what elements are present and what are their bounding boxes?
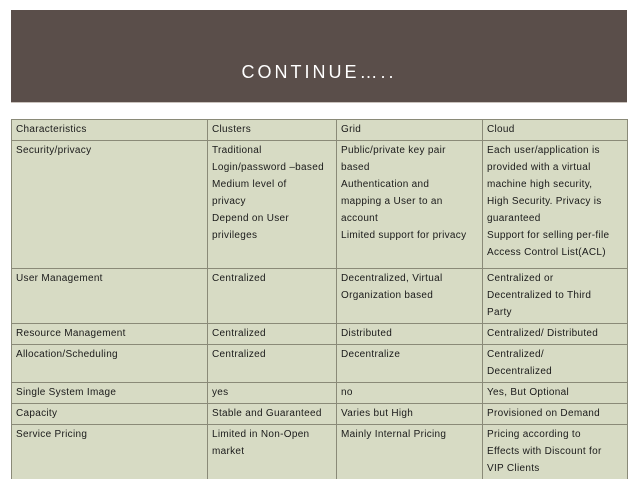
cell-text-line: based <box>341 162 370 173</box>
comparison-table-container <box>11 119 627 479</box>
cell-text-line: guaranteed <box>487 213 541 224</box>
cell-text-line: Centralized or <box>487 273 554 284</box>
table-cell-grid <box>337 404 483 425</box>
table-cell-clusters <box>208 141 337 269</box>
table-cell-cloud <box>483 404 628 425</box>
table-row <box>12 383 628 404</box>
cell-text-line: Effects with Discount for <box>487 446 602 457</box>
table-cell-clusters <box>208 383 337 404</box>
cell-text-line: Traditional <box>212 145 262 156</box>
title-band <box>11 10 627 103</box>
cell-text-line: machine high security, <box>487 179 593 190</box>
table-cell-cloud <box>483 383 628 404</box>
cell-text-line: Depend on User <box>212 213 290 224</box>
table-cell-grid <box>337 383 483 404</box>
table-cell-characteristic <box>12 383 208 404</box>
table-cell-grid <box>337 141 483 269</box>
cell-text-line: Login/password –based <box>212 162 324 173</box>
cell-text-line: Yes, But Optional <box>487 387 570 398</box>
cell-text-line: Access Control List(ACL) <box>487 247 606 258</box>
cell-text-line: Single System Image <box>16 387 117 398</box>
table-cell-cloud <box>483 269 628 324</box>
cell-text-line: market <box>212 446 245 457</box>
cell-text-line: Decentralize <box>341 349 401 360</box>
table-row <box>12 141 628 269</box>
table-cell-cloud <box>483 425 628 479</box>
table-cell-characteristic <box>12 404 208 425</box>
cell-text-line: Each user/application is <box>487 145 600 156</box>
cell-text-line: Public/private key pair <box>341 145 446 156</box>
cell-text-line: Distributed <box>341 328 393 339</box>
cell-text-line: Medium level of <box>212 179 287 190</box>
table-cell-clusters <box>208 425 337 479</box>
cell-text-line: Pricing according to <box>487 429 581 440</box>
table-cell-characteristic <box>12 324 208 345</box>
cell-text-line: Centralized/ <box>487 349 544 360</box>
cell-text-line: Centralized <box>212 328 266 339</box>
cell-text-line: Support for selling per-file <box>487 230 610 241</box>
cell-text-line: privileges <box>212 230 258 241</box>
table-row <box>12 425 628 479</box>
column-header-characteristics: Characteristics <box>12 120 208 141</box>
comparison-table <box>11 119 628 479</box>
cell-text-line: High Security. Privacy is <box>487 196 602 207</box>
table-cell-characteristic <box>12 269 208 324</box>
cell-text-line: Allocation/Scheduling <box>16 349 118 360</box>
table-cell-cloud <box>483 141 628 269</box>
cell-text-line: Capacity <box>16 408 58 419</box>
cell-text-line: Decentralized <box>487 366 553 377</box>
cell-text-line: Stable and Guaranteed <box>212 408 322 419</box>
cell-text-line: Security/privacy <box>16 145 92 156</box>
column-header-cloud: Cloud <box>483 120 628 141</box>
cell-text-line: provided with a virtual <box>487 162 591 173</box>
cell-text-line: Provisioned on Demand <box>487 408 601 419</box>
table-cell-grid <box>337 345 483 383</box>
cell-text-line: mapping a User to an <box>341 196 443 207</box>
cell-text-line: Mainly Internal Pricing <box>341 429 447 440</box>
table-row <box>12 324 628 345</box>
cell-text-line: Centralized <box>212 273 266 284</box>
cell-text-line: Limited in Non-Open <box>212 429 310 440</box>
cell-text-line: Centralized <box>212 349 266 360</box>
cell-text-line: Party <box>487 307 512 318</box>
cell-text-line: User Management <box>16 273 103 284</box>
table-cell-clusters <box>208 269 337 324</box>
table-cell-clusters <box>208 345 337 383</box>
cell-text-line: no <box>341 387 353 398</box>
table-row <box>12 404 628 425</box>
table-cell-characteristic <box>12 425 208 479</box>
table-cell-grid <box>337 425 483 479</box>
cell-text-line: VIP Clients <box>487 463 540 474</box>
cell-text-line: Centralized/ Distributed <box>487 328 599 339</box>
cell-text-line: Service Pricing <box>16 429 88 440</box>
table-body <box>12 141 628 479</box>
cell-text-line: privacy <box>212 196 246 207</box>
cell-text-line: account <box>341 213 379 224</box>
table-cell-clusters <box>208 404 337 425</box>
table-cell-grid <box>337 269 483 324</box>
table-cell-cloud <box>483 324 628 345</box>
table-cell-clusters <box>208 324 337 345</box>
table-row <box>12 345 628 383</box>
table-cell-cloud <box>483 345 628 383</box>
table-cell-characteristic <box>12 141 208 269</box>
column-header-clusters: Clusters <box>208 120 337 141</box>
cell-text-line: Limited support for privacy <box>341 230 467 241</box>
cell-text-line: Resource Management <box>16 328 126 339</box>
table-cell-grid <box>337 324 483 345</box>
cell-text-line: Decentralized to Third <box>487 290 592 301</box>
cell-text-line: yes <box>212 387 229 398</box>
table-header-row <box>12 120 628 141</box>
table-cell-characteristic <box>12 345 208 383</box>
cell-text-line: Authentication and <box>341 179 430 190</box>
column-header-grid: Grid <box>337 120 483 141</box>
slide-title: CONTINUE….. <box>241 62 397 82</box>
table-row <box>12 269 628 324</box>
cell-text-line: Varies but High <box>341 408 414 419</box>
cell-text-line: Organization based <box>341 290 434 301</box>
cell-text-line: Decentralized, Virtual <box>341 273 443 284</box>
